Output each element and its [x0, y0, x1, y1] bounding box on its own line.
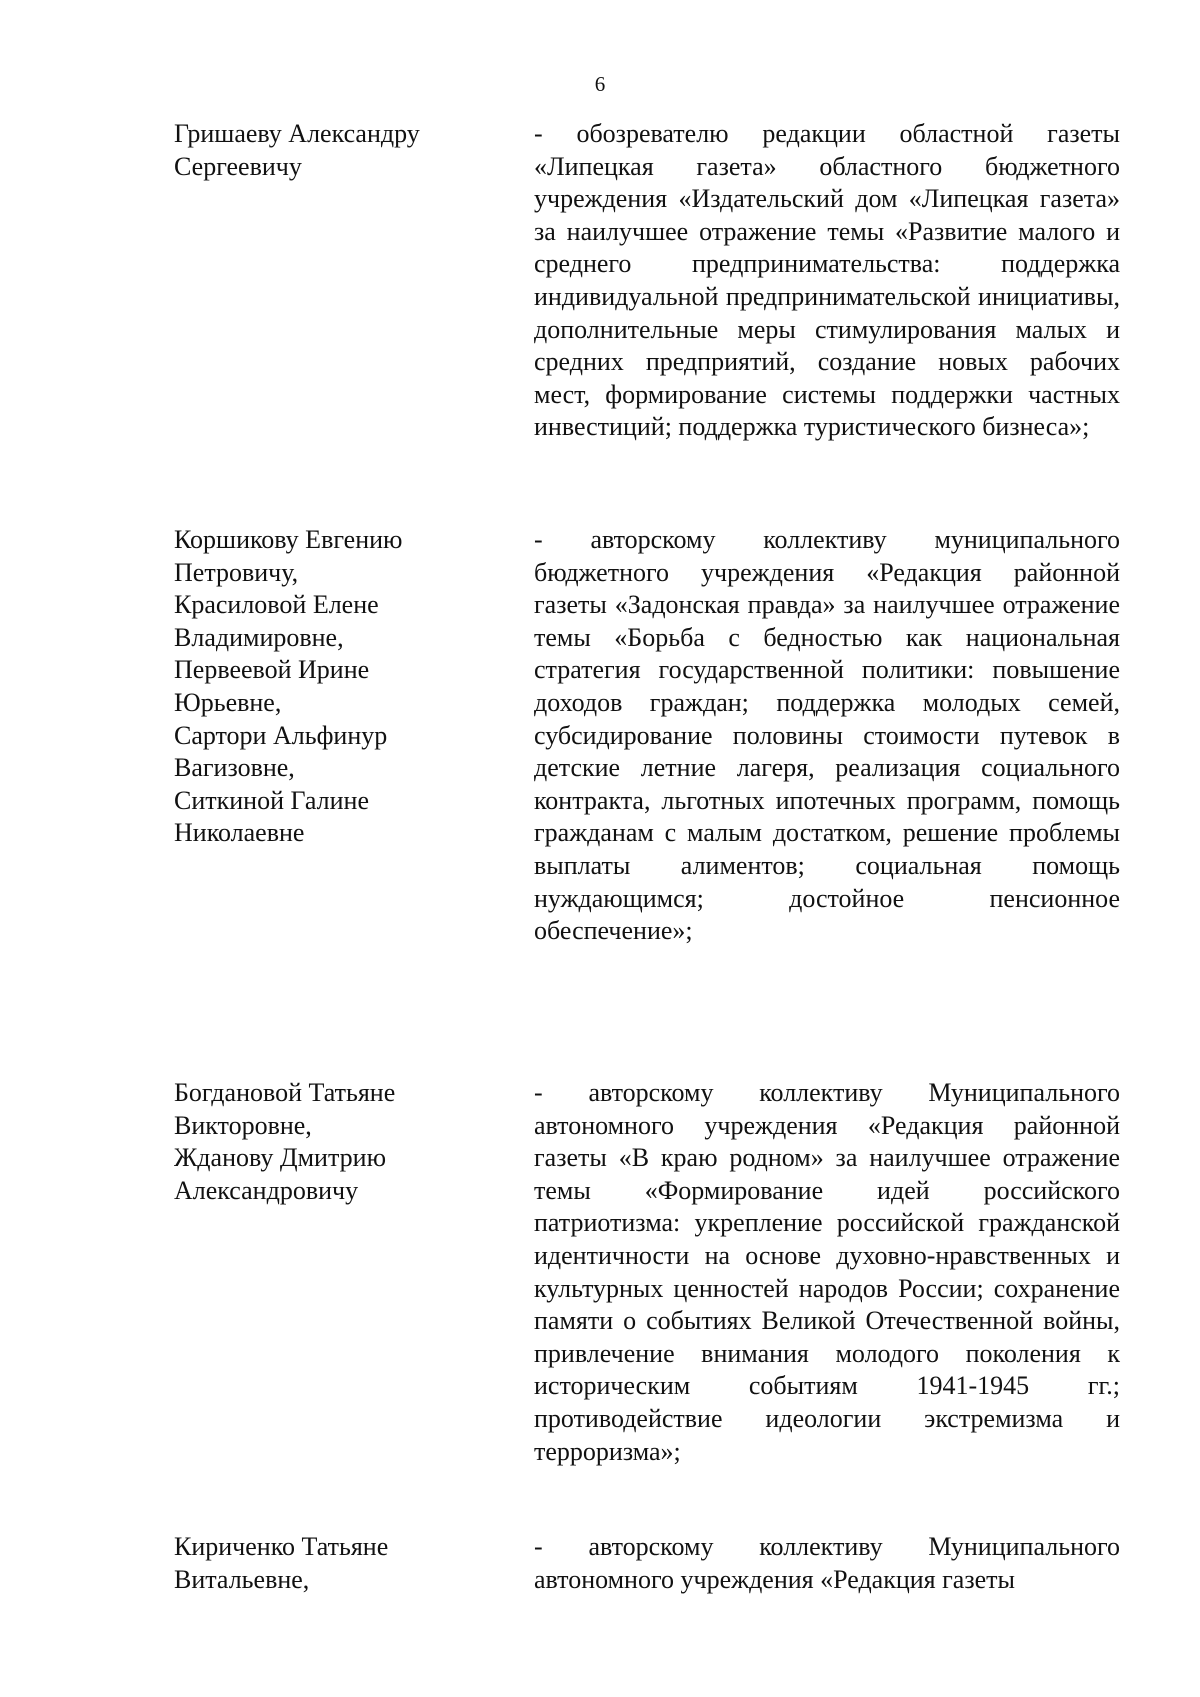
recipient-names — [174, 118, 504, 183]
recipient-name: Сергеевичу — [174, 151, 302, 181]
award-description: - авторскому коллективу муниципального бюджетного учреждения «Редакция районной газеты «Задонская правда» за наилучшее отражение темы «Борьба с бедностью как национальная стратегия государственной политики: повышение доходов граждан; поддержка молодых семей, субсидирование половины стоимости путевок в детские летние лагеря, реализация социального контракта, льготных ипотечных программ, помощь гражданам с малым достатком, решение проблемы выплаты алиментов; социальная помощь нуждающимся; достойное пенсионное обеспечение»; — [534, 525, 1120, 946]
recipient-name: Богдановой Татьяне — [174, 1078, 396, 1107]
recipient-names — [174, 524, 504, 850]
recipient-name: Кириченко Татьяне — [174, 1532, 389, 1561]
recipient-name: Викторовне, — [174, 1110, 312, 1140]
recipient-name: Сартори Альфинур — [174, 720, 388, 750]
recipient-name: Красиловой Елене — [174, 590, 379, 620]
recipient-name: Первеевой Ирине — [174, 655, 370, 685]
recipient-name: Вагизовне, — [174, 753, 295, 783]
recipient-name: Петровичу, — [174, 557, 299, 587]
recipient-name: Коршикову Евгению — [174, 525, 403, 554]
recipient-name: Владимировне, — [174, 622, 344, 652]
recipient-name: Жданову Дмитрию — [174, 1143, 386, 1173]
recipient-name: Николаевне — [174, 818, 305, 848]
award-description: - авторскому коллективу Муниципального автономного учреждения «Редакция районной газеты «В краю родном» за наилучшее отражение темы «Формирование идей российского патриотизма: укрепление российской гражданской идентичности на основе духовно-нравственных и культурных ценностей народов России; сохранение памяти о событиях Великой Отечественной войны, привлечение внимания молодого поколения к историческим событиям 1941-1945 гг.; противодействие идеологии экстремизма и терроризма»; — [534, 1078, 1120, 1466]
recipient-name: Гришаеву Александру — [174, 119, 420, 148]
recipient-name: Витальевне, — [174, 1564, 310, 1594]
recipient-name: Ситкиной Галине — [174, 785, 369, 815]
recipient-name: Александровичу — [174, 1175, 359, 1205]
page-number: 6 — [594, 72, 606, 96]
recipient-names — [174, 1077, 504, 1207]
award-description: - авторскому коллективу Муниципального автономного учреждения «Редакция газеты — [534, 1532, 1120, 1594]
award-description: - обозревателю редакции областной газеты «Липецкая газета» областного бюджетного учреждения «Издательский дом «Липецкая газета» за наилучшее отражение темы «Развитие малого и среднего предпринимательства: поддержка индивидуальной предпринимательской инициативы, дополнительные меры стимулирования малых и средних предприятий, создание новых рабочих мест, формирование системы поддержки частных инвестиций; поддержка туристического бизнеса»; — [534, 119, 1120, 442]
recipient-names — [174, 1531, 504, 1596]
recipient-name: Юрьевне, — [174, 687, 282, 717]
